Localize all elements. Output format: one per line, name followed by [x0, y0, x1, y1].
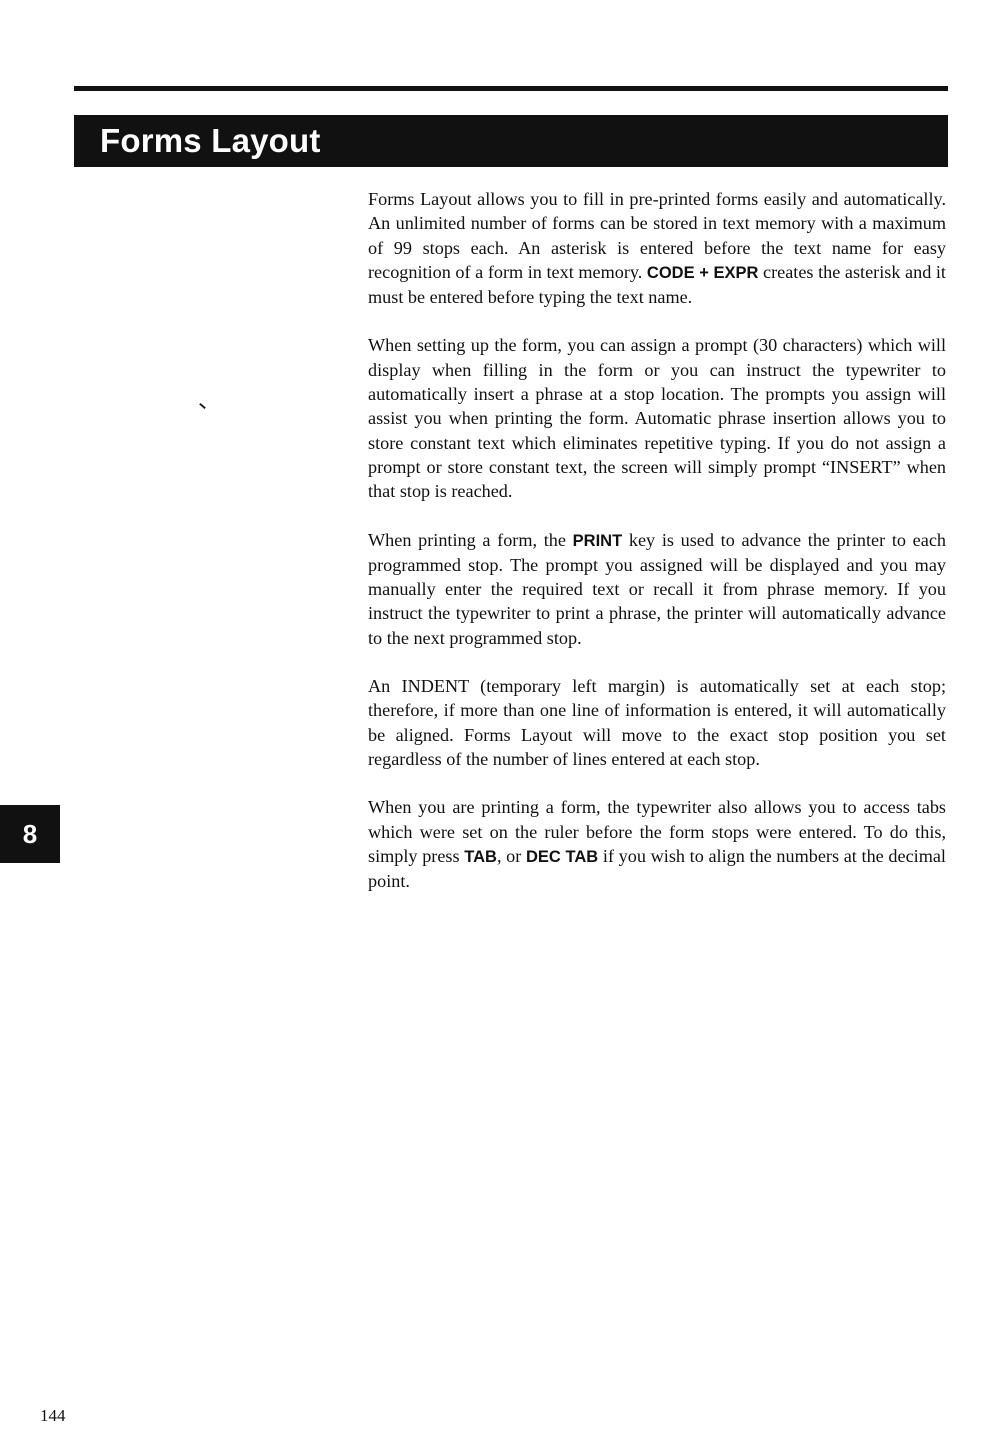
paragraph-3 [368, 528, 946, 650]
section-title-bar [74, 115, 948, 167]
page-number: 144 [40, 1406, 66, 1425]
key-dec-tab: DEC TAB [525, 847, 599, 866]
key-tab: TAB [464, 847, 497, 866]
paragraph-4-text: An INDENT (temporary left margin) is automatically set at each stop; therefore, if more than one line of information is entered, it will automatically be aligned. Forms Layout will move to the exact stop position you set regardless of the number of lines entered at each stop. [368, 676, 946, 769]
paragraph-3-text-a: When printing a form, the [368, 529, 573, 550]
body-text [368, 187, 946, 917]
chapter-tab: 8 [0, 805, 60, 863]
paragraph-4 [368, 674, 946, 771]
paragraph-1-text-a: Forms Layout allows you to fill in pre-printed forms easily and automatically. An unlimited number of forms can be stored in text memory with a maximum of 99 stops each. An asterisk is entered before the text name for easy recognition of a form in text memory. [368, 189, 946, 282]
paragraph-5 [368, 795, 946, 893]
paragraph-1 [368, 187, 946, 309]
stray-mark [199, 403, 206, 409]
paragraph-5-text-a: When you are printing a form, the typewriter also allows you to access tabs which were set on the ruler before the form stops were entered. To do this, simply press [368, 797, 946, 866]
section-title: Forms Layout [100, 122, 321, 159]
key-code-expr: CODE + EXPR [646, 263, 759, 282]
paragraph-5-text-b: , or [496, 845, 526, 866]
paragraph-2 [368, 333, 946, 503]
top-rule [74, 86, 948, 91]
key-print: PRINT [572, 531, 623, 550]
paragraph-1-text-b: creates the asterisk and it must be entered before typing the text name. [368, 261, 946, 308]
paragraph-2-text: When setting up the form, you can assign a prompt (30 characters) which will display when filling in the form or you can instruct the typewriter to automatically insert a phrase at a stop location. The prompts you assign will assist you when printing the form. Automatic phrase insertion allows you to store constant text which eliminates repetitive typing. If you do not assign a prompt or store constant text, the screen will simply prompt “INSERT” when that stop is reached. [368, 335, 946, 502]
paragraph-3-text-b: key is used to advance the printer to each programmed stop. The prompt you assigned will be displayed and you may manually enter the required text or recall it from phrase memory. If you instruct the typewriter to print a phrase, the printer will automatically advance to the next programmed stop. [368, 529, 946, 648]
paragraph-5-text-c: if you wish to align the numbers at the decimal point. [368, 845, 946, 892]
